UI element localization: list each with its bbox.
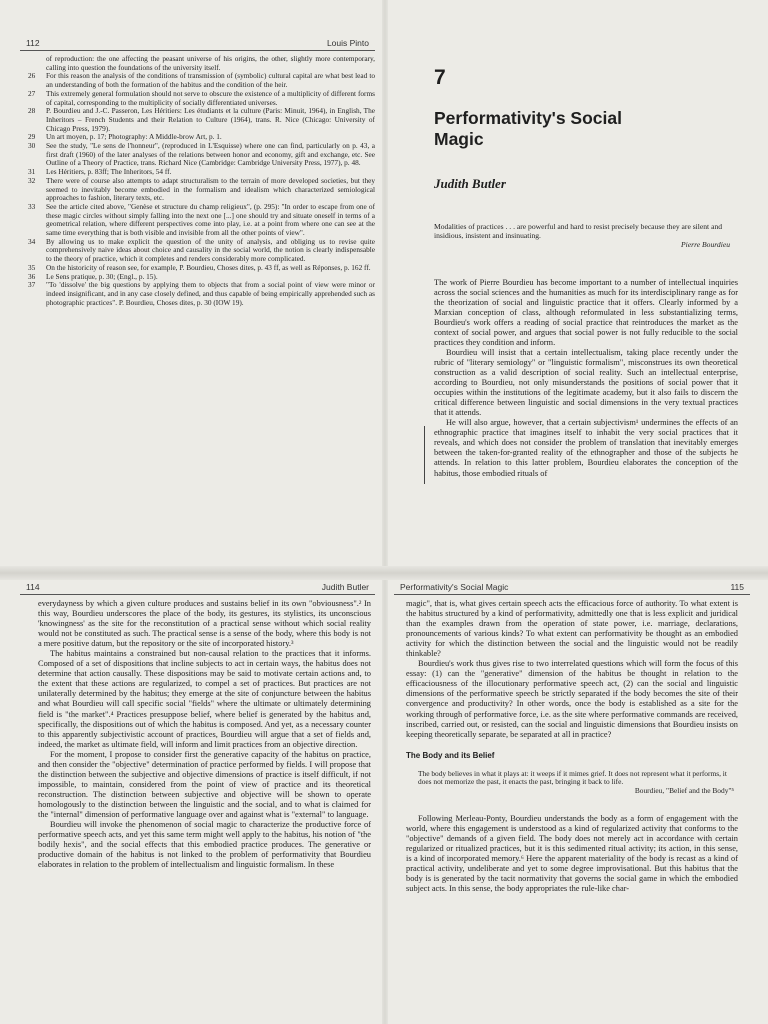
paragraph: Bourdieu will invoke the phenomenon of social magic to characterize the productive force of performative speech acts, and yet this same term might well apply to the habitus, his notion of "the bodily hexis", and the social effects that this embodied practice produces. The generative or productive domain of the habitus is not linked to the problem of performativity that Bourdieu elaborates in relation to the problem of intellectualism and linguistic formalism. In these <box>38 820 371 870</box>
epigraph-text: Modalities of practices . . . are powerful and hard to resist precisely because they are silent and insidious, insistent and insinuating. <box>434 222 723 241</box>
running-head-author: Judith Butler <box>321 582 369 592</box>
endnote: 32 There were of course also attempts to adapt structuralism to the terrain of more developed societies, but they seemed to inevitably become embodied in the formalism and idealism which characterized semiological approaches to fashion, literary texts, etc. <box>28 175 375 203</box>
running-head-title: Performativity's Social Magic <box>400 582 509 592</box>
paragraph: magic", that is, what gives certain speech acts the efficacious force of authority. To what extent is the habitus structured by a kind of performativity, admittedly one that is less explicit and juridical than the examples drawn from the operation of state power, i.e. marriage, declarations, pronouncements of various kinds? To what extent can performativity be thought as an embodied activity for which the distinction between the social and the linguistic would not be readily thinkable? <box>406 599 738 659</box>
epigraph <box>434 222 730 250</box>
endnotes <box>28 55 375 307</box>
paragraph: Bourdieu's work thus gives rise to two interrelated questions which will form the focus of this essay: (1) can the "generative" dimension of the habitus be thought in relation to the efficaciousness of the illocutionary performative speech act, (2) can the social and linguistic dimensions of the performative speech be strictly separated if the body becomes the site of their convergence and productivity? In other words, once the body is established as a site for the working through of performative force, i.e. as the site where performative commands are received, inscribed, carried out, or resisted, can the social and linguistic dimensions that Bourdieu insists on keeping theoretically separate, be separated at all in practice? <box>406 659 738 739</box>
scan-divider-horizontal <box>0 566 768 580</box>
chapter-number: 7 <box>434 66 446 89</box>
paragraph: He will also argue, however, that a certain subjectivism¹ undermines the effects of an ethnographic practice that imagines itself to inhabit the very social practices that it reveals, and which does not consider the problem of translation that inevitably emerges between the taken-for-granted reality of the ethnographer and those of the subjects he attends. In relation to this latter problem, Bourdieu elaborates the conception of the habitus, those embodied rituals of <box>434 418 738 478</box>
paragraph: The habitus maintains a constrained but non-causal relation to the practices that it informs. Composed of a set of dispositions that incline subjects to act in certain ways, the habitus does not determine that action causally. These dispositions may be said to motivate certain actions and, to the extent that these actions are regularized, to compel a set of practices. But practices are not unilaterally determined by the habitus; they emerge at the site of conjuncture between the habitus and what Bourdieu will call specific social "fields" where the ultimate or ultimately determining field is "the market".⁴ Practices presuppose belief, where belief is generated by the habitus and, specifically, the dispositions out of which the habitus is composed. And yet, as a necessary counter to this apparently subjectivistic account of practices, Bourdieu will argue that a set of fields and, indeed, the market as ultimate field, will inform and limit practices from an objective direction. <box>38 649 371 749</box>
running-head <box>20 582 375 595</box>
paragraph: everydayness by which a given culture produces and sustains belief in its own "obviousness".² In this way, Bourdieu underscores the place of the body, its gestures, its stylistics, its unconscious 'knowingness' as the site for the reconstitution of a practical sense without which social reality would not be constituted as such. The practical sense is a sense of the body, where this body is not a mere positive datum, but the repository or the site of incorporated history.³ <box>38 599 371 649</box>
page-body-continued <box>406 814 738 894</box>
endnote: 26 For this reason the analysis of the conditions of transmission of (symbolic) cultural capital are what best lead to an understanding of both the formation of the habitus and the condition of the heir. <box>28 71 375 90</box>
page-chapter-opening <box>394 38 750 563</box>
chapter-title-line: Magic <box>434 129 484 149</box>
book-gutter-vertical <box>382 0 388 1024</box>
endnote: 30 See the study, "Le sens de l'honneur", (reproduced in L'Esquisse) where one can find, particularly on p. 43, a first draft (1960) of the later analyses of the relations between honor and economy, gift and exchange, etc. See Outline of a Theory of Practice, trans. Richard Nice (Cambridge: Cambridge University Press, 1977), p. 48. <box>28 141 375 168</box>
running-head-author: Louis Pinto <box>326 38 369 48</box>
paragraph: Following Merleau-Ponty, Bourdieu understands the body as a form of engagement with the world, where this engagement is understood as a kind of regularized activity that conforms to the "objective" demands of a given field. The body does not merely act in accordance with certain regularized or ritualized practices, but it is this sedimented ritual activity; its action, in this sense, is a kind of incorporated memory.⁶ Here the apparent materiality of the body is recast as a kind of practical activity, undeliberate and yet to some degree improvisational. But this habitus that the body is is generated by the tacit normativity that governs the social game in which the embodied subject acts. In this sense, the body appropriates the rule-like char- <box>406 814 738 894</box>
chapter-title <box>434 108 750 150</box>
running-head <box>20 38 375 51</box>
endnote: 37 "To 'dissolve' the big questions by applying them to objects that from a social point of view were minor or indeed insignificant, and in any case closely defined, and thus capable of being empirically apprehended such as photographic practices". P. Bourdieu, Choses dites, p. 30 (IOW 19). <box>28 280 375 307</box>
paragraph: The work of Pierre Bourdieu has become important to a number of intellectual inquiries across the social sciences and the humanities as much for its interdisciplinary range as for the theorization of social and linguistic practice that it offers. Clearly informed by a Marxian conception of class, although reformulated in less substantializing terms, Bourdieu's work offers a reading of social practice that reintroduces the market as the context of social power, and argues that social power is not fully reducible to the social practices they condition and inform. <box>434 277 738 347</box>
endnote: 33 See the article cited above, "Genèse et structure du champ religieux", (p. 295): "In order to escape from one of these magic circles without simply falling into the next one [...] one should try and situate oneself in terms of a geometrical relation, where different perspectives come into play, i.e. at a point from where one can see at the same time everything that is both visible and invisible from all the other points of view". <box>28 201 375 238</box>
page-number: 112 <box>26 38 40 48</box>
endnote: 36 Le Sens pratique, p. 30; (Engl., p. 15). <box>28 271 158 281</box>
epigraph-attribution: Pierre Bourdieu <box>681 240 730 250</box>
section-epigraph <box>418 770 734 796</box>
endnote: of reproduction: the one affecting the peasant universe of his origins, the other, slightly more contemporary, calling into question the foundations of the university itself. <box>46 54 375 72</box>
page-115 <box>394 582 750 1024</box>
page-number: 114 <box>26 582 40 592</box>
chapter-body <box>434 278 738 479</box>
page-body <box>406 599 738 740</box>
page-number: 115 <box>730 582 744 592</box>
endnote: 29 Un art moyen, p. 17; Photography: A Middle-brow Art, p. 1. <box>28 132 222 142</box>
endnote: 34 By allowing us to make explicit the question of the unity of analysis, and obliging us to revise quite comprehensively naive ideas about choice and causality in the social world, the notion is clearly indispensable to the theory of practice, which it completes and renders considerably more complicated. <box>28 236 375 264</box>
chapter-title-line: Performativity's Social <box>434 108 622 128</box>
paragraph: For the moment, I propose to consider first the generative capacity of the habitus on practice, and then consider the "objective" determination of practice performed by fields. I will propose that the distinction between the subjective and objective dimensions of practice is itself difficult, if not impossible, to maintain, considered from the point of view of practice and its theoretical reconstruction. The distinction between subjective and objective will be shown to operate homologously to the distinction between the linguistic and the social, and to what is claimed for the "internal" dimension of performative language over and against what is "external" to language. <box>38 749 371 819</box>
endnote: 27 This extremely general formulation should not serve to obscure the existence of a multiplicity of different forms of capital, corresponding to the multiplicity of socially differentiated universes. <box>28 88 375 107</box>
chapter-author: Judith Butler <box>434 176 506 191</box>
epigraph-text: The body believes in what it plays at: it weeps if it mimes grief. It does not represent what it performs, it does not memorize the past, it enacts the past, bringing it back to life. <box>418 768 727 787</box>
endnote: 31 Les Héritiers, p. 83ff; The Inheritors, 54 ff. <box>28 167 172 177</box>
running-head <box>394 582 750 595</box>
margin-pencil-mark <box>424 426 425 484</box>
endnote: 28 P. Bourdieu and J.-C. Passeron, Les Héritiers: Les étudiants et la culture (Paris: Minuit, 1964), in English, The Inheritors – French Students and their Relation to Culture (1964), trans. R. Nice (Chicago: University of Chicago Press, 1979). <box>28 106 375 133</box>
section-heading: The Body and its Belief <box>406 750 495 760</box>
page-112 <box>20 38 375 563</box>
paragraph: Bourdieu will insist that a certain intellectualism, taking place recently under the rubric of "literary semiology" or "linguistic formalism", misconstrues its own theoretical construction as a valid description of social reality. Such an intellectual enterprise, according to Bourdieu, not only misunderstands the positions of social power that it occupies within the institutions of the legitimate academy, but it also fails to discern the critical difference between linguistic and social dimensions in the very textual practices that it attends. <box>434 347 738 418</box>
page-114 <box>20 582 375 1024</box>
epigraph-attribution: Bourdieu, "Belief and the Body"⁵ <box>634 786 734 796</box>
endnote: 35 On the historicity of reason see, for example, P. Bourdieu, Choses dites, p. 43 ff, as well as Réponses, p. 162 ff. <box>28 262 371 272</box>
page-body <box>38 599 371 870</box>
